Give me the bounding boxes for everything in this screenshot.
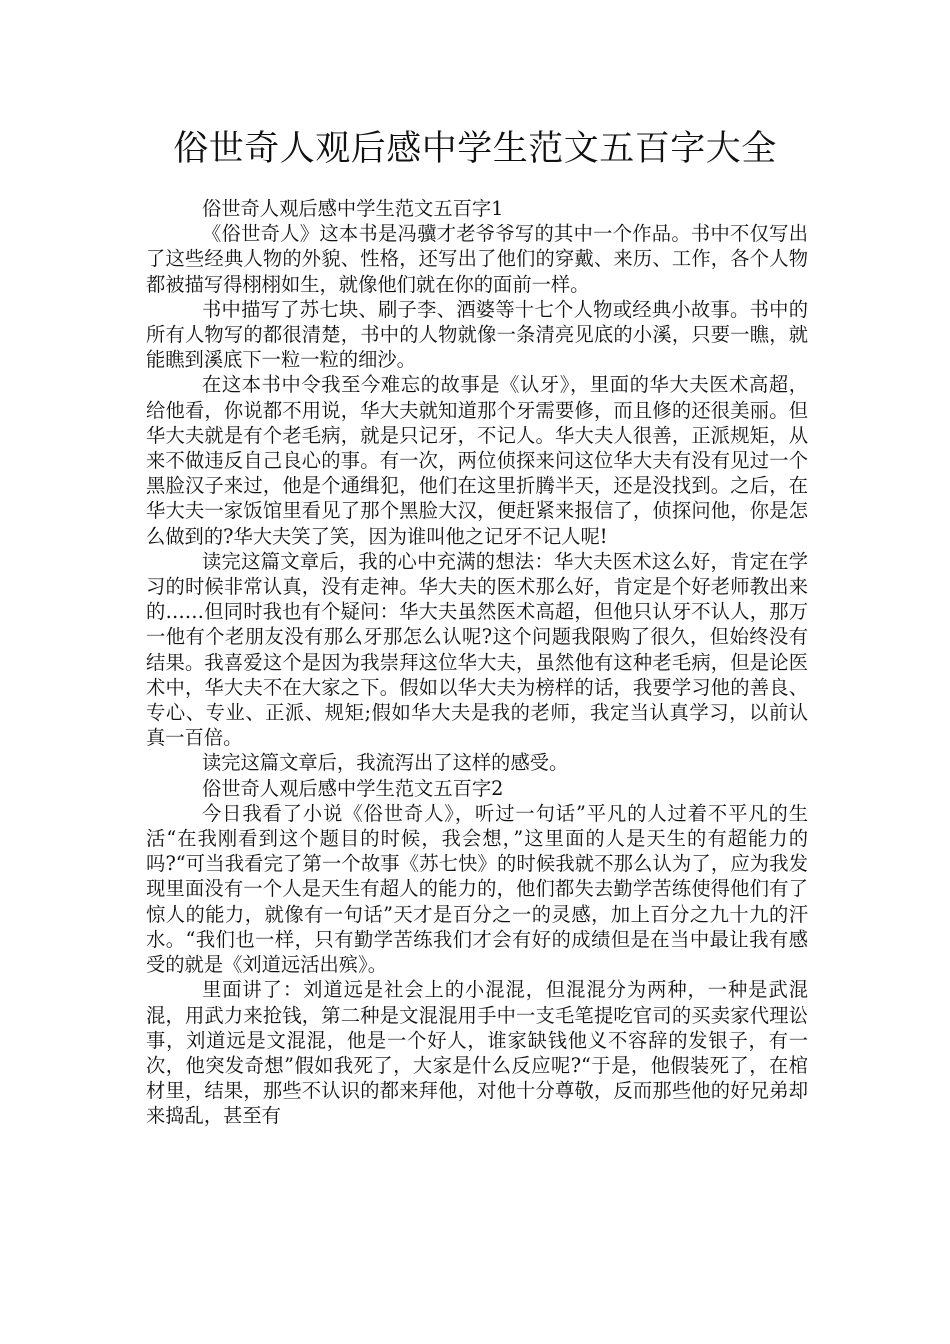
paragraph: 书中描写了苏七块、刷子李、酒婆等十七个人物或经典小故事。书中的所有人物写的都很清楚，书中的人物就像一条清亮见底的小溪，只要一瞧，就能瞧到溪底下一粒一粒的细沙。 <box>146 297 808 372</box>
document-body <box>146 196 808 1129</box>
paragraph: 在这本书中令我至今难忘的故事是《认牙》，里面的华大夫医术高超，给他看，你说都不用说，华大夫就知道那个牙需要修，而且修的还很美丽。但华大夫就是有个老毛病，就是只记牙，不记人。华大夫人很善，正派规矩，从来不做违反自己良心的事。有一次，两位侦探来问这位华大夫有没有见过一个黑脸汉子来过，他是个通缉犯，他们在这里折腾半天，还是没找到。之后，在华大夫一家饭馆里看见了那个黑脸大汉，便赶紧来报信了，侦探问他，你是怎么做到的?华大夫笑了笑，因为谁叫他之记牙不记人呢! <box>146 373 808 548</box>
document-title: 俗世奇人观后感中学生范文五百字大全 <box>173 129 777 169</box>
section-heading-1: 俗世奇人观后感中学生范文五百字1 <box>201 197 504 220</box>
paragraph: 今日我看了小说《俗世奇人》，听过一句话”平凡的人过着不平凡的生活“在我刚看到这个题目的时候，我会想，”这里面的人是天生的有超能力的吗?“可当我看完了第一个故事《苏七快》的时候我就不那么认为了，应为我发现里面没有一个人是天生有超人的能力的，他们都失去勤学苦练使得他们有了惊人的能力，就像有一句话”天才是百分之一的灵感，加上百分之九十九的汗水。“我们也一样，只有勤学苦练我们才会有好的成绩但是在当中最让我有感受的就是《刘道远活出殡》。 <box>146 801 808 977</box>
paragraph: 里面讲了：刘道远是社会上的小混混，但混混分为两种，一种是武混混，用武力来抢钱，第二种是文混混用手中一支毛笔提吃官司的买卖家代理讼事，刘道远是文混混，他是一个好人，谁家缺钱他义不容辞的发银子，有一次，他突发奇想”假如我死了，大家是什么反应呢?“于是，他假装死了，在棺材里，结果，那些不认识的都来拜他，对他十分尊敬，反而那些他的好兄弟却来捣乱，甚至有 <box>146 978 808 1128</box>
paragraph: 《俗世奇人》这本书是冯骥才老爷爷写的其中一个作品。书中不仅写出了这些经典人物的外貌、性格，还写出了他们的穿戴、来历、工作，各个人物都被描写得栩栩如生，就像他们就在你的面前一样。 <box>146 222 808 296</box>
section-heading-2: 俗世奇人观后感中学生范文五百字2 <box>201 776 504 800</box>
paragraph: 读完这篇文章后，我流泻出了这样的感受。 <box>201 751 569 775</box>
paragraph: 读完这篇文章后，我的心中充满的想法：华大夫医术这么好，肯定在学习的时候非常认真，没有走神。华大夫的医术那么好，肯定是个好老师教出来的……但同时我也有个疑问：华大夫虽然医术高超，但他只认牙不认人，那万一他有个老朋友没有那么牙那怎么认呢?这个问题我限购了很久，但始终没有结果。我喜爱这个是因为我崇拜这位华大夫，虽然他有这种老毛病，但是论医术中，华大夫不在大家之下。假如以华大夫为榜样的话，我要学习他的善良、专心、专业、正派、规矩;假如华大夫是我的老师，我定当认真学习，以前认真一百倍。 <box>146 549 808 750</box>
